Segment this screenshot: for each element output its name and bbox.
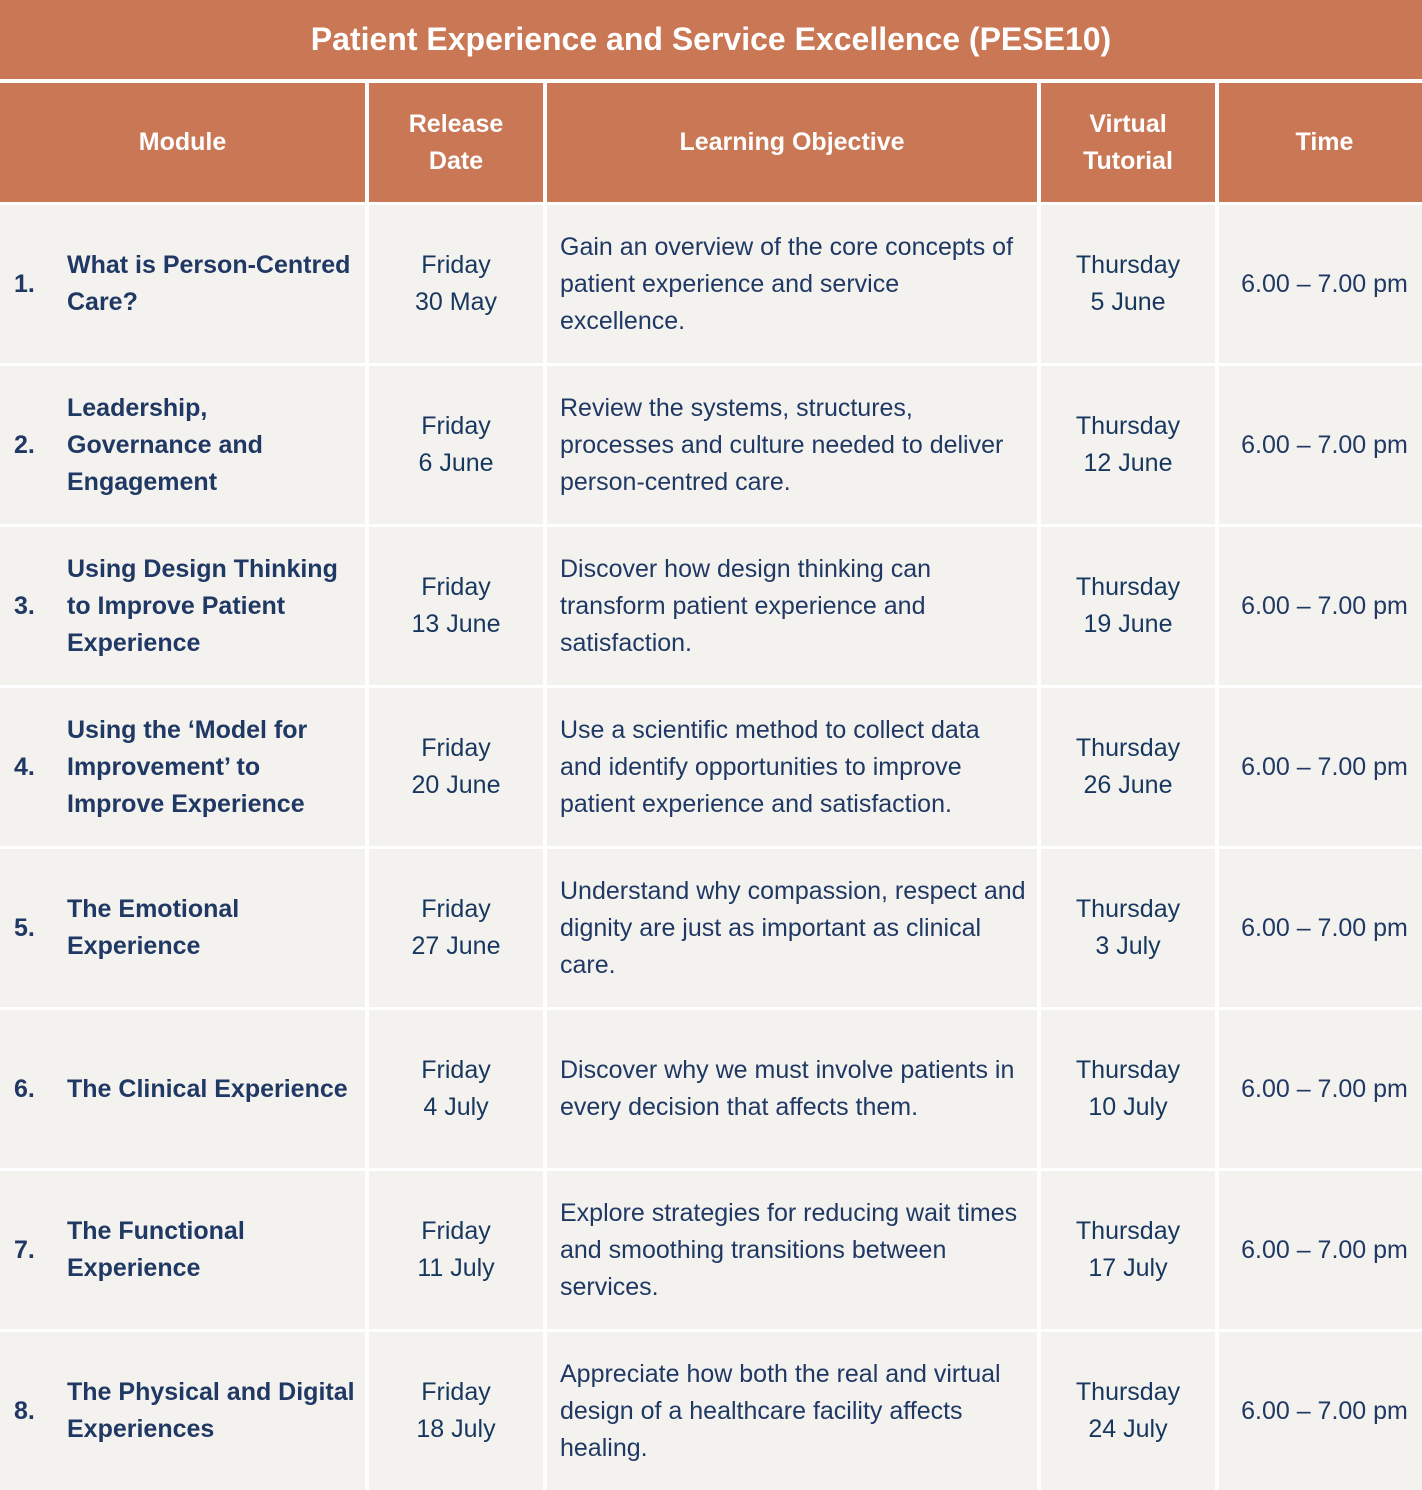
learning-objective-cell	[547, 366, 1037, 524]
tutorial-date: 24 July	[1088, 1415, 1168, 1443]
release-day: Friday	[421, 412, 491, 440]
tutorial-date: 5 June	[1090, 288, 1166, 316]
time-text: 6.00 – 7.00 pm	[1241, 913, 1408, 942]
module-number: 6.	[14, 1074, 35, 1103]
tutorial-date: 10 July	[1088, 1093, 1168, 1121]
time-text: 6.00 – 7.00 pm	[1241, 752, 1408, 781]
time-cell	[1219, 849, 1422, 1007]
schedule-table	[0, 83, 1422, 1484]
time-text: 6.00 – 7.00 pm	[1241, 430, 1408, 459]
module-cell	[0, 688, 365, 846]
header-release-line1: Release	[408, 109, 504, 138]
learning-objective-cell	[547, 688, 1037, 846]
time-cell	[1219, 205, 1422, 363]
time-cell	[1219, 1010, 1422, 1168]
tutorial-date: 17 July	[1088, 1254, 1168, 1282]
module-name: The Functional Experience	[67, 1217, 245, 1282]
learning-objective-text: Understand why compassion, respect and dignity are just as important as clinical care.	[560, 876, 1026, 979]
tutorial-date: 19 June	[1083, 610, 1173, 638]
learning-objective-cell	[547, 205, 1037, 363]
module-number: 4.	[14, 752, 35, 781]
time-text: 6.00 – 7.00 pm	[1241, 591, 1408, 620]
tutorial-day: Thursday	[1075, 1056, 1181, 1084]
time-text: 6.00 – 7.00 pm	[1241, 269, 1408, 298]
release-date: 30 May	[415, 288, 497, 316]
release-date: 11 July	[417, 1254, 495, 1282]
tutorial-day: Thursday	[1075, 895, 1181, 923]
release-date: 6 June	[418, 449, 494, 477]
learning-objective-cell	[547, 1010, 1037, 1168]
release-day: Friday	[421, 734, 491, 762]
module-number: 2.	[14, 430, 35, 459]
module-cell	[0, 527, 365, 685]
module-name: The Physical and Digital Experiences	[67, 1378, 355, 1443]
tutorial-day: Thursday	[1075, 573, 1181, 601]
module-number: 7.	[14, 1235, 35, 1264]
module-cell	[0, 849, 365, 1007]
module-cell	[0, 1332, 365, 1490]
virtual-tutorial-cell	[1041, 205, 1215, 363]
release-day: Friday	[421, 251, 491, 279]
header-tutorial-line2: Tutorial	[1083, 146, 1173, 175]
module-cell	[0, 205, 365, 363]
module-name: The Clinical Experience	[67, 1074, 348, 1103]
release-date: 4 July	[423, 1093, 489, 1121]
header-tutorial-line1: Virtual	[1089, 109, 1167, 138]
release-day: Friday	[421, 895, 491, 923]
release-day: Friday	[421, 1378, 491, 1406]
header-release-date	[369, 83, 543, 202]
learning-objective-text: Review the systems, structures, processes and culture needed to deliver person-centred care.	[560, 393, 1004, 496]
tutorial-day: Thursday	[1075, 1378, 1181, 1406]
release-date: 20 June	[411, 771, 501, 799]
tutorial-day: Thursday	[1075, 734, 1181, 762]
time-text: 6.00 – 7.00 pm	[1241, 1074, 1408, 1103]
virtual-tutorial-cell	[1041, 849, 1215, 1007]
tutorial-date: 3 July	[1095, 932, 1161, 960]
header-release-line2: Date	[428, 146, 484, 175]
module-number: 5.	[14, 913, 35, 942]
release-date: 18 July	[416, 1415, 496, 1443]
release-date-cell	[369, 1332, 543, 1490]
module-name: Using the ‘Model for Improvement’ to Improve Experience	[67, 715, 308, 818]
time-text: 6.00 – 7.00 pm	[1241, 1396, 1408, 1425]
header-module: Module	[0, 83, 365, 202]
virtual-tutorial-cell	[1041, 527, 1215, 685]
learning-objective-text: Appreciate how both the real and virtual design of a healthcare facility affects healing.	[560, 1359, 1001, 1462]
virtual-tutorial-cell	[1041, 1171, 1215, 1329]
module-cell	[0, 1010, 365, 1168]
page-title: Patient Experience and Service Excellence (PESE10)	[0, 0, 1422, 79]
learning-objective-text: Use a scientific method to collect data and identify opportunities to improve patient experience and satisfaction.	[560, 715, 980, 818]
learning-objective-text: Gain an overview of the core concepts of patient experience and service excellence.	[560, 232, 1014, 335]
module-name: Leadership, Governance and Engagement	[67, 393, 263, 496]
learning-objective-cell	[547, 849, 1037, 1007]
release-date-cell	[369, 1010, 543, 1168]
module-cell	[0, 1171, 365, 1329]
module-number: 3.	[14, 591, 35, 620]
tutorial-date: 12 June	[1083, 449, 1173, 477]
time-cell	[1219, 688, 1422, 846]
virtual-tutorial-cell	[1041, 366, 1215, 524]
learning-objective-text: Discover how design thinking can transform patient experience and satisfaction.	[560, 554, 932, 657]
learning-objective-cell	[547, 527, 1037, 685]
tutorial-day: Thursday	[1075, 1217, 1181, 1245]
release-date-cell	[369, 1171, 543, 1329]
learning-objective-text: Discover why we must involve patients in every decision that affects them.	[560, 1056, 1015, 1121]
release-day: Friday	[421, 1056, 491, 1084]
learning-objective-text: Explore strategies for reducing wait times and smoothing transitions between services.	[560, 1198, 1018, 1301]
release-date-cell	[369, 366, 543, 524]
module-number: 1.	[14, 269, 35, 298]
tutorial-day: Thursday	[1075, 251, 1181, 279]
module-name: The Emotional Experience	[67, 895, 240, 960]
tutorial-date: 26 June	[1083, 771, 1173, 799]
virtual-tutorial-cell	[1041, 1010, 1215, 1168]
tutorial-day: Thursday	[1075, 412, 1181, 440]
release-date-cell	[369, 527, 543, 685]
learning-objective-cell	[547, 1332, 1037, 1490]
virtual-tutorial-cell	[1041, 688, 1215, 846]
release-date: 27 June	[411, 932, 501, 960]
header-virtual-tutorial	[1041, 83, 1215, 202]
learning-objective-cell	[547, 1171, 1037, 1329]
release-day: Friday	[421, 1217, 491, 1245]
time-cell	[1219, 527, 1422, 685]
module-cell	[0, 366, 365, 524]
module-name: What is Person-Centred Care?	[67, 251, 351, 316]
release-date: 13 June	[411, 610, 501, 638]
release-date-cell	[369, 688, 543, 846]
header-time: Time	[1219, 83, 1422, 202]
time-cell	[1219, 1171, 1422, 1329]
release-date-cell	[369, 849, 543, 1007]
module-number: 8.	[14, 1396, 35, 1425]
release-date-cell	[369, 205, 543, 363]
time-text: 6.00 – 7.00 pm	[1241, 1235, 1408, 1264]
virtual-tutorial-cell	[1041, 1332, 1215, 1490]
header-learning-objective: Learning Objective	[547, 83, 1037, 202]
time-cell	[1219, 1332, 1422, 1490]
time-cell	[1219, 366, 1422, 524]
module-name: Using Design Thinking to Improve Patient Experience	[67, 554, 338, 657]
release-day: Friday	[421, 573, 491, 601]
